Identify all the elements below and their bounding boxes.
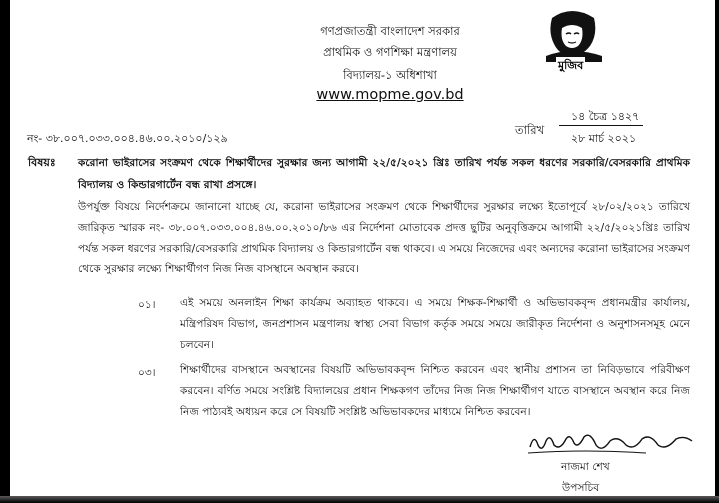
item-text: শিক্ষার্থীদের বাসস্থানে অবস্থানের বিষয়টি অভিভাবকবৃন্দ নিশ্চিত করবেন এবং স্থানীয় প্রশাসন তা নিবিড়ভাবে পরিবীক্ষণ করবেন। বর্ণিত সময়ে সংশ্লিষ্ট বিদ্যালয়ের প্রধান শিক্ষকগণ তাঁদের নিজ নিজ শিক্ষার্থীগণ যাতে বাসস্থানে অবস্থান করে নিজ নিজ পাঠ্যবই অধ্যয়ন করে সে বিষয়টি সংশ্লিষ্ট অভিভাবকদের মাধ্যমে নিশ্চিত করবেন। xyxy=(180,364,690,418)
signatory-name: নাজমা শেখ xyxy=(561,461,610,473)
mujib-year-logo xyxy=(538,6,608,76)
subject-text: করোনা ভাইরাসের সংক্রমণ থেকে শিক্ষার্থীদের সুরক্ষার জন্য আগামী ২২/৫/২০২১ খ্রিঃ তারিখ পর্যন্ত সকল ধরণের সরকারি/বেসরকারি প্রাথমিক বিদ্যালয় ও কিন্ডারগার্টেন বন্ধ রাখা প্রসঙ্গে। xyxy=(78,157,690,191)
date-bangla: ১৪ চৈত্র ১৪২৭ xyxy=(571,110,640,123)
header-section: বিদ্যালয়-১ অধিশাখা xyxy=(343,68,437,82)
item-number: ০১। xyxy=(138,299,156,311)
item-text: এই সময়ে অনলাইন শিক্ষা কার্যক্রম অব্যাহত থাকবে। এ সময়ে শিক্ষক-শিক্ষার্থী ও অভিভাবকবৃন্দ প্রধানমন্ত্রীর কার্যালয়, মন্ত্রিপরিষদ বিভাগ, জনপ্রশাসন মন্ত্রণালয় স্বাস্থ্য সেবা বিভাগ কর্তৃক সময়ে সময়ে জারীকৃত নির্দেশনা ও অনুশাসনসমূহ মেনে চলবেন। xyxy=(180,297,690,351)
logo-text: মুজিব xyxy=(556,57,585,76)
header-government: গণপ্রজাতন্ত্রী বাংলাদেশ সরকার xyxy=(320,24,460,38)
date-divider xyxy=(559,125,643,126)
website-link[interactable]: www.mopme.gov.bd xyxy=(316,87,464,103)
scan-left-edge xyxy=(0,0,10,503)
date-block xyxy=(557,108,647,145)
signatory-title: উপসচিব xyxy=(562,482,600,494)
date-english: ২৮ মার্চ ২০২১ xyxy=(571,132,637,145)
item-number: ০৩। xyxy=(138,367,156,379)
intro-paragraph: উপর্যুক্ত বিষয়ে নির্দেশক্রমে জানানো যাচ্ছে যে, করোনা ভাইরাসের সংক্রমণ থেকে শিক্ষার্থীদের সুরক্ষার লক্ষ্যে ইতোপূর্বে ২৮/০২/২০২১ তারিখে জারিকৃত স্মারক নং- ৩৮.০০৭.০৩৩.০০৪.৪৬.০০.২০১০/৮৬ এর নির্দেশনা মোতাবেক প্রদত্ত ছুটির অনুবৃত্তিক্রমে আগামী ২২/৫/২০২১খ্রিঃ তারিখ পর্যন্ত সকল ধরণের সরকারি/বেসরকারি প্রাথমিক বিদ্যালয় ও কিন্ডারগার্টেন বন্ধ থাকবে। এ সময়ে নিজেদের এবং অন্যদের করোনা ভাইরাসের সংক্রমণ থেকে সুরক্ষার লক্ষ্যে শিক্ষার্থীগণ নিজ নিজ বাসস্থানে অবস্থান করবে। xyxy=(78,201,690,276)
memo-number: নং- ৩৮.০০৭.০৩৩.০০৪.৪৬.০০.২০১০/১২৯ xyxy=(27,132,228,145)
date-label: তারিখ xyxy=(515,123,545,137)
subject-label: বিষয়ঃ xyxy=(28,156,56,169)
header-ministry: প্রাথমিক ও গণশিক্ষা মন্ত্রণালয় xyxy=(323,45,457,59)
scan-bottom-edge xyxy=(0,496,719,503)
document-page xyxy=(10,0,715,496)
handwritten-signature xyxy=(526,427,696,457)
